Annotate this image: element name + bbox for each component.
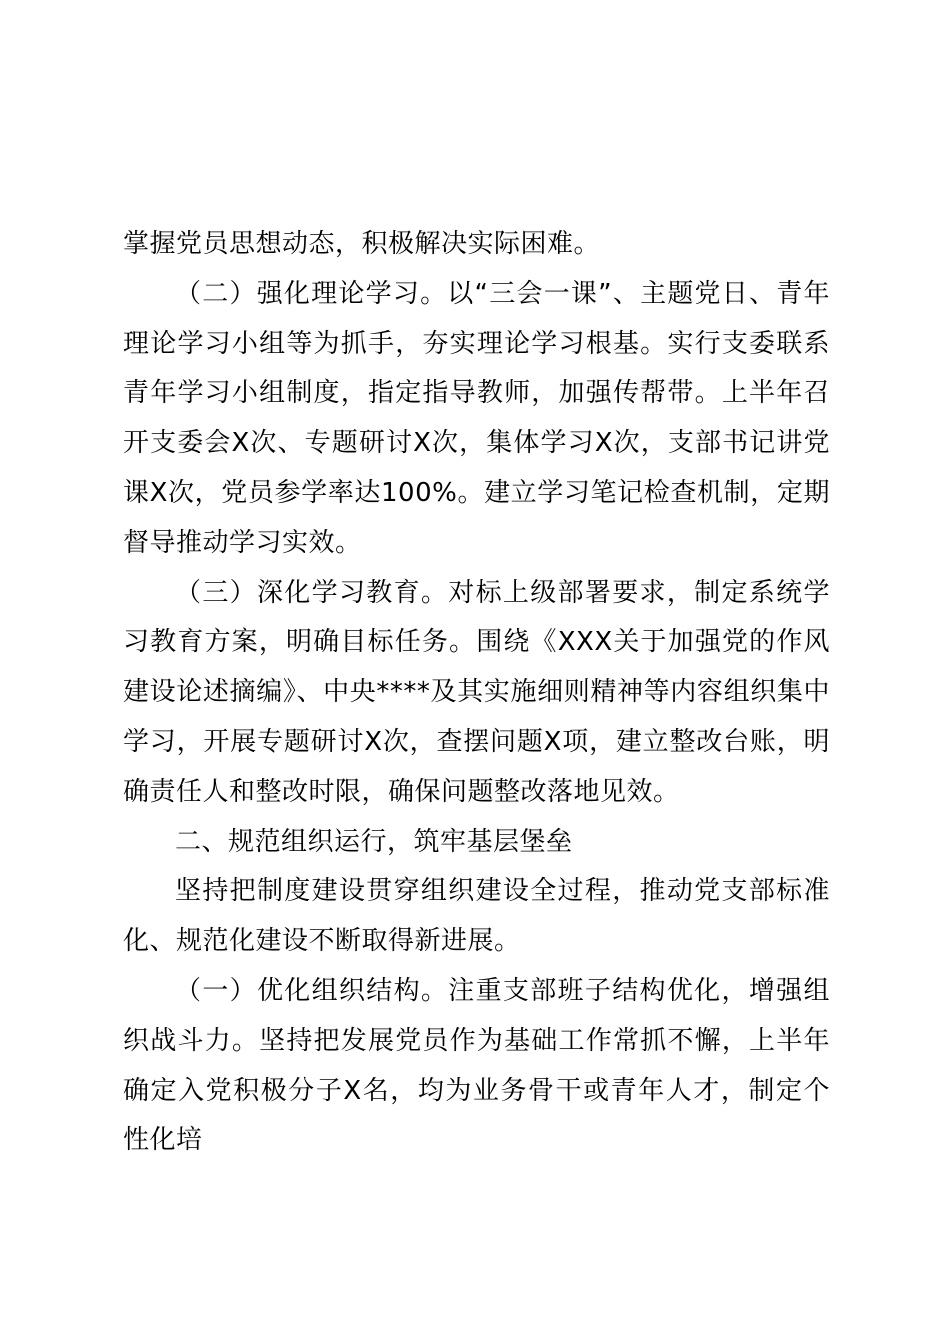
paragraph-section-intro: 坚持把制度建设贯穿组织建设全过程，推动党支部标准化、规范化建设不断取得新进展。 bbox=[123, 876, 830, 957]
document-body bbox=[123, 220, 830, 1166]
section-heading: 二、规范组织运行，筑牢基层堡垒 bbox=[175, 826, 573, 857]
paragraph-theory-study: （二）强化理论学习。以“三会一课”、主题党日、青年理论学习小组等为抓手，夯实理论学习根基。实行支委联系青年学习小组制度，指定指导教师，加强传帮带。上半年召开支委会X次、专题研讨X次，集体学习X次，支部书记讲党课X次，党员参学率达100%。建立学习笔记检查机制，定期督导推动学习实效。 bbox=[123, 278, 830, 558]
paragraph-study-education: （三）深化学习教育。对标上级部署要求，制定系统学习教育方案，明确目标任务。围绕《XXX关于加强党的作风建设论述摘编》、中央****及其实施细则精神等内容组织集中学习，开展专题研讨X次，查摆问题X项，建立整改台账，明确责任人和整改时限，确保问题整改落地见效。 bbox=[123, 577, 830, 807]
paragraph-organization-structure: （一）优化组织结构。注重支部班子结构优化，增强组织战斗力。坚持把发展党员作为基础工作常抓不懈，上半年确定入党积极分子X名，均为业务骨干或青年人才，制定个性化培 bbox=[123, 975, 830, 1156]
paragraph-continuation: 掌握党员思想动态，积极解决实际困难。 bbox=[123, 229, 601, 259]
